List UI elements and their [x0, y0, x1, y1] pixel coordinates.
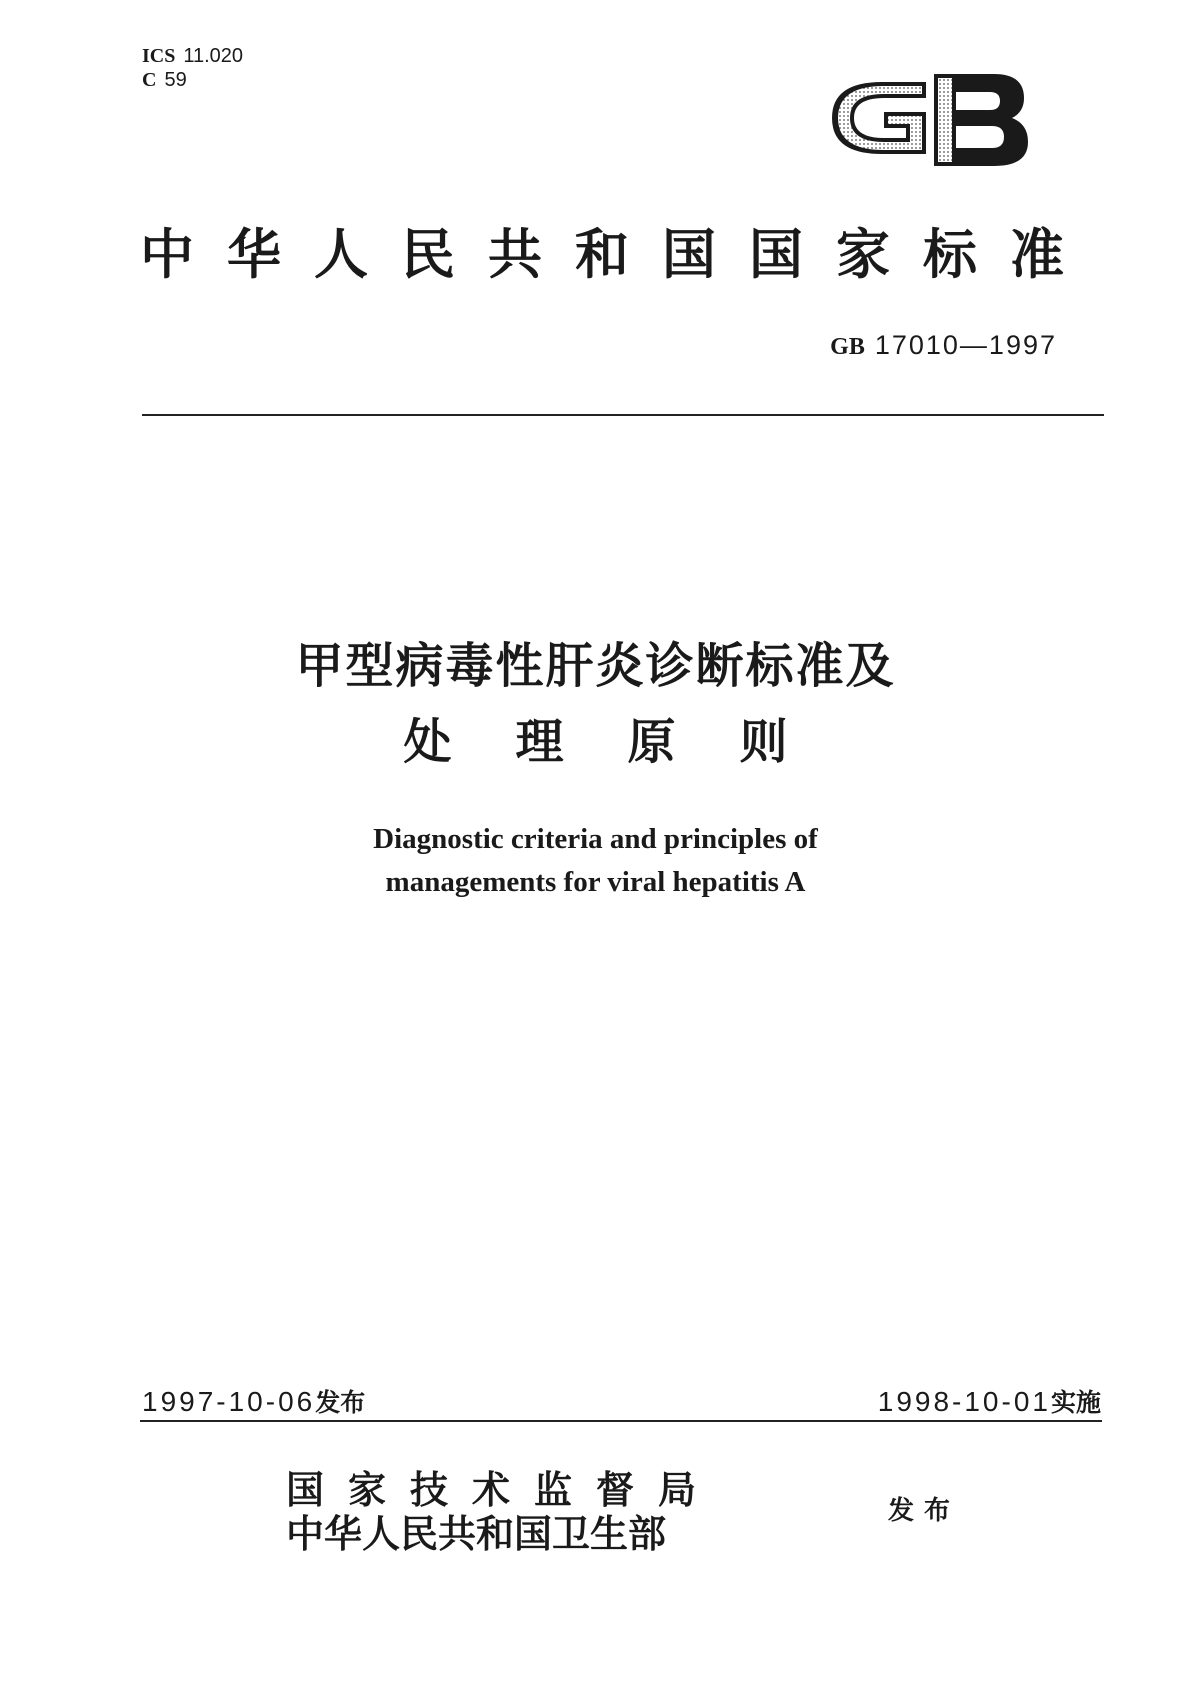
ccs-label: C: [142, 69, 157, 91]
bottom-divider: [140, 1420, 1102, 1422]
ics-label: ICS: [142, 45, 176, 67]
top-divider: [142, 414, 1104, 416]
chinese-title-line-1: 甲型病毒性肝炎诊断标准及: [295, 638, 896, 694]
effective-date-label: 实施: [1050, 1388, 1101, 1417]
effective-date-value: 1998-10-01: [877, 1386, 1051, 1417]
national-standard-title: 中华人民共和国国家标准: [140, 222, 1097, 286]
english-title-line-1: Diagnostic criteria and principles of: [373, 823, 818, 855]
issue-date: [142, 1383, 365, 1419]
standard-code: 17010—1997: [874, 330, 1057, 360]
publisher-line-1: 国家技术监督局: [286, 1467, 721, 1512]
english-title-line-2: managements for viral hepatitis A: [385, 866, 806, 898]
classification-codes: [142, 44, 243, 92]
standard-number: [830, 330, 1057, 361]
ics-code: 11.020: [183, 45, 244, 67]
chinese-title-line-2: 处理原则: [403, 714, 852, 770]
ics-line: [142, 44, 243, 68]
ccs-code: 59: [164, 69, 187, 91]
publish-label: 发布: [888, 1496, 961, 1526]
english-title: [0, 818, 1191, 904]
ccs-line: [142, 68, 243, 92]
publisher-line-2: 中华人民共和国卫生部: [286, 1511, 667, 1556]
issue-date-value: 1997-10-06: [142, 1386, 316, 1417]
publisher-block: [286, 1468, 720, 1556]
effective-date: [878, 1383, 1101, 1419]
standard-prefix: GB: [830, 334, 865, 360]
issue-date-label: 发布: [315, 1388, 366, 1417]
gb-logo: [822, 62, 1034, 174]
